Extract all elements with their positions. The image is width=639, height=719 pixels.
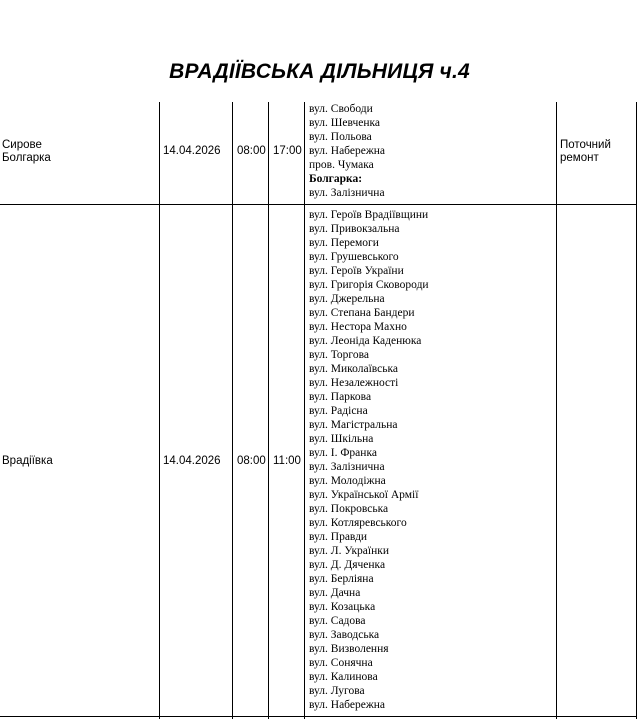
street-item: вул. Козацька: [309, 601, 376, 613]
settlement-name: Врадіївка: [2, 455, 53, 467]
street-item: вул. Свободи: [309, 103, 373, 115]
street-item: вул. Залізнична: [309, 461, 385, 473]
street-item: вул. Героїв України: [309, 265, 404, 277]
column-divider: [268, 102, 269, 719]
start-time-cell: 08:00: [237, 145, 266, 157]
street-list: [309, 102, 385, 200]
street-item: вул. Визволення: [309, 643, 389, 655]
street-item: вул. Торгова: [309, 349, 369, 361]
settlement-name: Болгарка: [2, 152, 51, 164]
date-cell: 14.04.2026: [163, 455, 221, 467]
settlement-name: Сирове: [2, 139, 42, 151]
street-item: вул. Степана Бандери: [309, 307, 415, 319]
column-divider: [304, 102, 305, 719]
settlement-cell: [2, 455, 53, 468]
street-item: вул. Паркова: [309, 391, 372, 403]
street-item: вул. Залізнична: [309, 187, 385, 199]
street-item: вул. Садова: [309, 615, 366, 627]
street-item: вул. Калинова: [309, 671, 378, 683]
street-item: вул. Радісна: [309, 405, 368, 417]
date-cell: 14.04.2026: [163, 145, 221, 157]
street-item: вул. Григорія Сковороди: [309, 279, 429, 291]
street-item: вул. Сонячна: [309, 657, 373, 669]
street-item: вул. Грушевського: [309, 251, 399, 263]
street-item: вул. Миколаївська: [309, 363, 399, 375]
street-item: вул. Магістральна: [309, 419, 398, 431]
street-item: вул. Лугова: [309, 685, 365, 697]
reason-cell: [560, 139, 611, 165]
page-title: ВРАДІЇВСЬКА ДІЛЬНИЦЯ ч.4: [169, 60, 470, 83]
street-item: пров. Чумака: [309, 159, 374, 171]
street-item: вул. Дачна: [309, 587, 361, 599]
start-time-cell: 08:00: [237, 455, 266, 467]
street-item: вул. Набережна: [309, 699, 386, 711]
street-item: вул. Української Армії: [309, 489, 419, 501]
street-item: вул. Героїв Врадіївщини: [309, 209, 429, 221]
street-item: вул. Шевченка: [309, 117, 381, 129]
street-item: вул. Леоніда Каденюка: [309, 335, 422, 347]
end-time-cell: 11:00: [273, 455, 301, 467]
street-item: вул. Котляревського: [309, 517, 407, 529]
street-item: вул. Л. Українки: [309, 545, 389, 557]
street-item: вул. Молодіжна: [309, 475, 386, 487]
row-divider: [0, 204, 637, 205]
column-divider: [159, 102, 160, 719]
street-item: вул. Польова: [309, 131, 372, 143]
street-item: вул. Незалежності: [309, 377, 399, 389]
column-divider: [636, 102, 637, 719]
end-time-cell: 17:00: [273, 145, 302, 157]
street-item: вул. Правди: [309, 531, 368, 543]
row-divider: [0, 716, 637, 717]
street-item: вул. Джерельна: [309, 293, 385, 305]
street-item: вул. Берліяна: [309, 573, 374, 585]
street-item: Болгарка:: [309, 173, 363, 185]
street-item: вул. Д. Дяченка: [309, 559, 386, 571]
street-item: вул. І. Франка: [309, 447, 377, 459]
street-item: вул. Набережна: [309, 145, 386, 157]
column-divider: [556, 102, 557, 719]
street-item: вул. Шкільна: [309, 433, 374, 445]
settlement-cell: [2, 139, 51, 165]
column-divider: [232, 102, 233, 719]
reason-text: Поточний: [560, 139, 611, 151]
street-item: вул. Привокзальна: [309, 223, 400, 235]
street-item: вул. Перемоги: [309, 237, 379, 249]
reason-text: ремонт: [560, 152, 599, 164]
street-list: [309, 208, 429, 712]
street-item: вул. Покровська: [309, 503, 389, 515]
street-item: вул. Нестора Махно: [309, 321, 407, 333]
street-item: вул. Заводська: [309, 629, 380, 641]
